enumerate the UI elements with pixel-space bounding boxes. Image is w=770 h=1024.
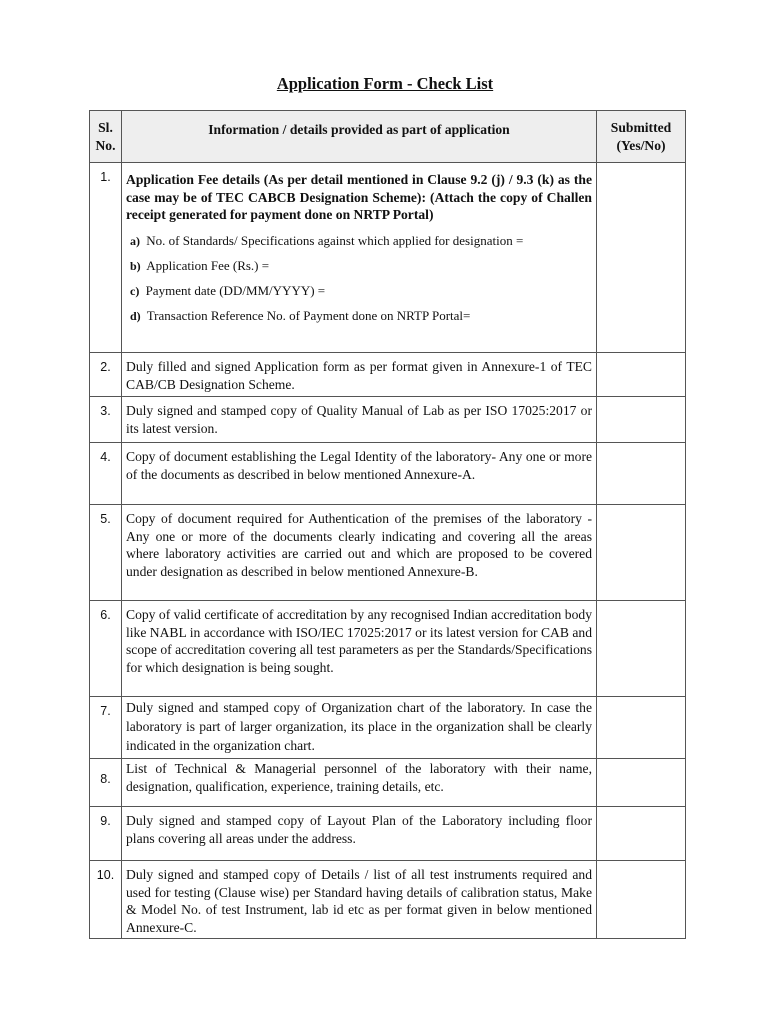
fee-details-list	[126, 232, 592, 326]
item-text: No. of Standards/ Specifications against which applied for designation =	[146, 232, 524, 248]
row-number: 2.	[90, 353, 122, 397]
table-row	[90, 759, 686, 807]
row-number: 5.	[90, 505, 122, 601]
table-row	[90, 397, 686, 443]
list-item	[126, 307, 592, 326]
submitted-cell[interactable]	[597, 759, 686, 807]
list-item	[126, 232, 592, 251]
row-info: Copy of document establishing the Legal Identity of the laboratory- Any one or more of the documents as described in below mentioned Annexure-A.	[122, 443, 597, 505]
row-number: 3.	[90, 397, 122, 443]
table-row	[90, 807, 686, 861]
row-info: Duly signed and stamped copy of Details / list of all test instruments required and used for testing (Clause wise) per Standard having details of calibration status, Make & Model No. of test Instrument, lab id etc as per format given in below mentioned Annexure-C.	[122, 861, 597, 939]
item-label: d)	[130, 308, 141, 323]
row-info: Duly signed and stamped copy of Layout Plan of the Laboratory including floor plans covering all areas under the address.	[122, 807, 597, 861]
row-info: Copy of document required for Authentication of the premises of the laboratory - Any one or more of the documents clearly indicating and covering all the areas where laboratory activities are carried out and which are proposed to be covered under designation as described in below mentioned Annexure-B.	[122, 505, 597, 601]
table-row	[90, 353, 686, 397]
submitted-cell[interactable]	[597, 397, 686, 443]
item-text: Application Fee (Rs.) =	[146, 257, 270, 273]
header-submitted: Submitted (Yes/No)	[597, 111, 686, 163]
submitted-cell[interactable]	[597, 163, 686, 353]
row-info: Duly signed and stamped copy of Quality Manual of Lab as per ISO 17025:2017 or its latest version.	[122, 397, 597, 443]
submitted-cell[interactable]	[597, 807, 686, 861]
row-info	[122, 163, 597, 353]
table-row	[90, 601, 686, 697]
item-text: Transaction Reference No. of Payment done on NRTP Portal=	[146, 307, 471, 323]
item-label: a)	[130, 233, 140, 248]
row-number: 8.	[90, 759, 122, 807]
submitted-cell[interactable]	[597, 505, 686, 601]
list-item	[126, 257, 592, 276]
table-row	[90, 163, 686, 353]
row-info: Duly signed and stamped copy of Organization chart of the laboratory. In case the laboratory is part of larger organization, its place in the organization shall be clearly indicated in the organization chart.	[122, 697, 597, 759]
row-info: Copy of valid certificate of accreditation by any recognised Indian accreditation body like NABL in accordance with ISO/IEC 17025:2017 or its latest version for CAB and scope of accreditation covering all test parameters as per the Standards/Specifications for which designation is being sought.	[122, 601, 597, 697]
row-number: 4.	[90, 443, 122, 505]
row-number: 6.	[90, 601, 122, 697]
row-number: 1.	[90, 163, 122, 353]
header-sl-no: Sl. No.	[90, 111, 122, 163]
list-item	[126, 282, 592, 301]
checklist-table	[89, 110, 686, 939]
row-number: 9.	[90, 807, 122, 861]
table-row	[90, 697, 686, 759]
item-label: c)	[130, 283, 140, 298]
header-information: Information / details provided as part of application	[122, 111, 597, 163]
table-row	[90, 861, 686, 939]
row-info: Duly filled and signed Application form as per format given in Annexure-1 of TEC CAB/CB Designation Scheme.	[122, 353, 597, 397]
fee-details-heading: Application Fee details (As per detail mentioned in Clause 9.2 (j) / 9.3 (k) as the case may be of TEC CABCB Designation Scheme): (Attach the copy of Challen receipt generated for payment done on NRTP Portal)	[126, 172, 592, 222]
item-text: Payment date (DD/MM/YYYY) =	[145, 282, 326, 298]
item-label: b)	[130, 258, 141, 273]
table-header-row	[90, 111, 686, 163]
row-number: 10.	[90, 861, 122, 939]
submitted-cell[interactable]	[597, 861, 686, 939]
submitted-cell[interactable]	[597, 601, 686, 697]
page-title: Application Form - Check List	[276, 74, 494, 93]
submitted-cell[interactable]	[597, 697, 686, 759]
row-number: 7.	[90, 697, 122, 759]
submitted-cell[interactable]	[597, 443, 686, 505]
row-info: List of Technical & Managerial personnel of the laboratory with their name, designation, qualification, experience, training details, etc.	[122, 759, 597, 807]
submitted-cell[interactable]	[597, 353, 686, 397]
table-row	[90, 443, 686, 505]
table-row	[90, 505, 686, 601]
